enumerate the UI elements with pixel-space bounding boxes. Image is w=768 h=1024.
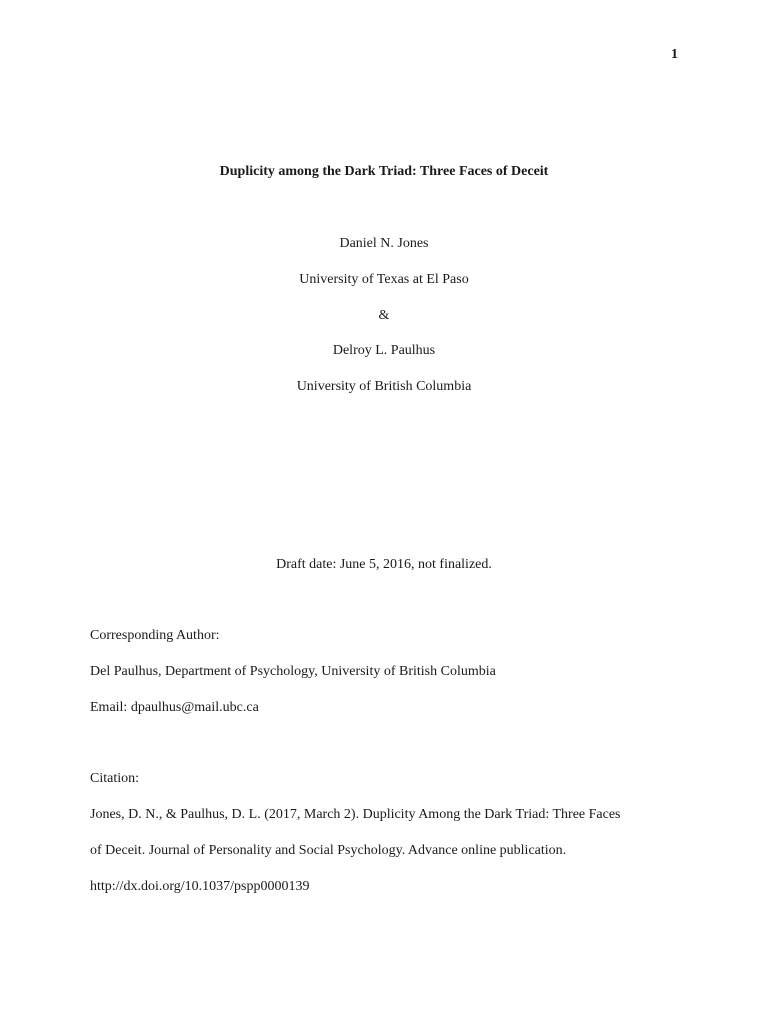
corresponding-author-name: Del Paulhus, Department of Psychology, University of British Columbia: [90, 664, 496, 679]
corresponding-author-email: Email: dpaulhus@mail.ubc.ca: [90, 700, 259, 715]
author-ampersand: &: [378, 308, 390, 323]
author-affiliation-1: University of Texas at El Paso: [299, 272, 469, 287]
author-name-1: Daniel N. Jones: [339, 236, 429, 251]
page-number: 1: [671, 47, 678, 62]
draft-date: Draft date: June 5, 2016, not finalized.: [276, 557, 492, 572]
author-name-2: Delroy L. Paulhus: [332, 343, 436, 358]
author-affiliation-2: University of British Columbia: [296, 379, 472, 394]
citation-label: Citation:: [90, 771, 139, 786]
citation-line-1: Jones, D. N., & Paulhus, D. L. (2017, March 2). Duplicity Among the Dark Triad: Three Faces: [90, 807, 621, 822]
paper-title: Duplicity among the Dark Triad: Three Faces of Deceit: [219, 164, 549, 179]
citation-doi-link[interactable]: http://dx.doi.org/10.1037/pspp0000139: [90, 879, 310, 894]
corresponding-author-label: Corresponding Author:: [90, 628, 220, 643]
citation-line-2: of Deceit. Journal of Personality and Social Psychology. Advance online publication.: [90, 843, 567, 858]
